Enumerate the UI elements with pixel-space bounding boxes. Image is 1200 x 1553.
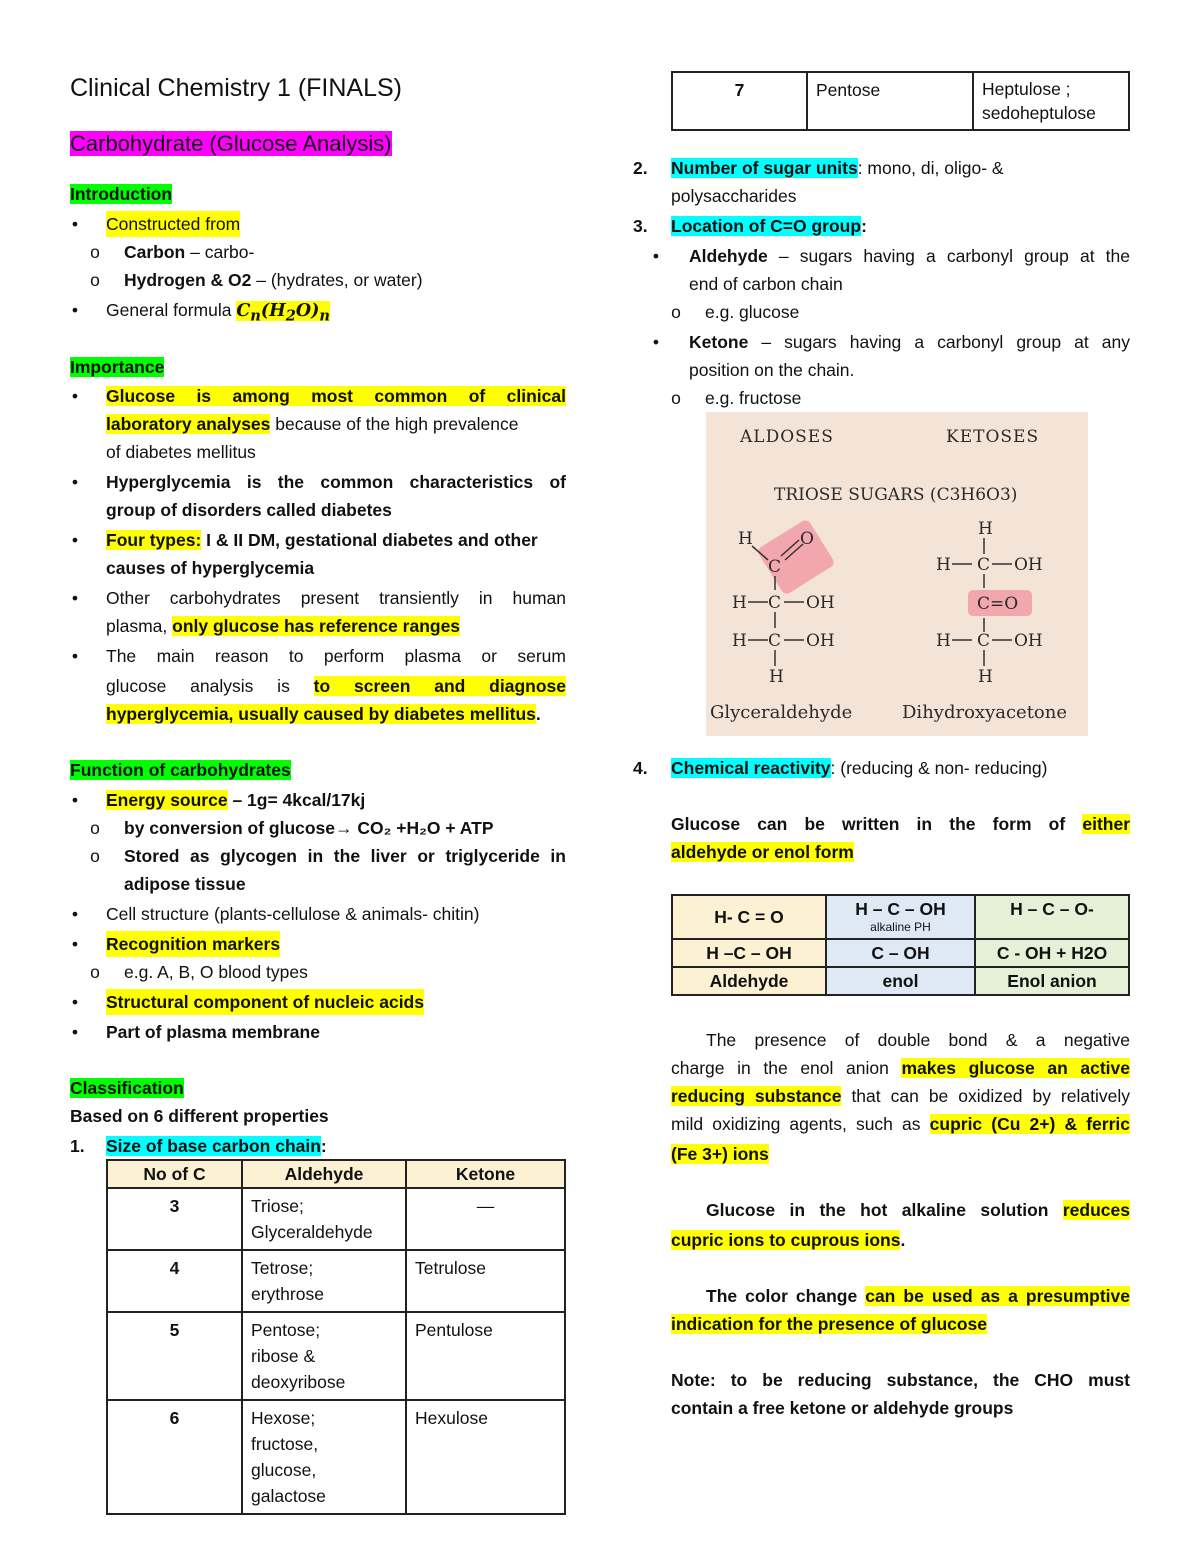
svg-text:C=O: C=O bbox=[977, 594, 1019, 614]
svg-text:H: H bbox=[732, 593, 747, 613]
triose-sugars-label: TRIOSE SUGARS (C3H6O3) bbox=[774, 485, 1018, 505]
page-subtitle: Carbohydrate (Glucose Analysis) bbox=[70, 131, 392, 156]
svg-text:C: C bbox=[768, 631, 782, 651]
classification-item-3: 3. Location of C=O group: bbox=[633, 216, 867, 236]
svg-text:O: O bbox=[800, 529, 814, 549]
table-row: Aldehyde enol Enol anion bbox=[672, 967, 1129, 995]
page-title: Clinical Chemistry 1 (FINALS) bbox=[70, 74, 403, 102]
svg-text:C: C bbox=[977, 555, 991, 575]
glyceraldehyde-structure bbox=[732, 518, 836, 687]
glyceraldehyde-label: Glyceraldehyde bbox=[710, 702, 853, 723]
glucose-form-table bbox=[671, 894, 1130, 996]
classification-based: Based on 6 different properties bbox=[70, 1106, 329, 1126]
table-row: 5 Pentose; ribose & deoxyribose Pentulose bbox=[107, 1312, 565, 1400]
table-row: 6 Hexose; fructose, glucose, galactose Hexulose bbox=[107, 1400, 565, 1514]
svg-text:OH: OH bbox=[1014, 555, 1043, 575]
carbon-chain-table-continued bbox=[671, 71, 1130, 131]
dihydroxyacetone-label: Dihydroxyacetone bbox=[902, 702, 1068, 723]
svg-text:OH: OH bbox=[1014, 631, 1043, 651]
classification-heading: Classification bbox=[70, 1078, 184, 1098]
triose-sugars-diagram bbox=[706, 412, 1088, 736]
classification-item-1: 1. Size of base carbon chain: bbox=[70, 1136, 327, 1156]
classification-item-4: 4. Chemical reactivity: (reducing & non- reducing) bbox=[633, 758, 1048, 778]
svg-text:H: H bbox=[936, 631, 951, 651]
function-heading: Function of carbohydrates bbox=[70, 760, 291, 780]
dihydroxyacetone-structure bbox=[936, 519, 1043, 687]
svg-text:H: H bbox=[978, 667, 993, 687]
table-row: H –C – OH C – OH C - OH + H2O bbox=[672, 939, 1129, 967]
svg-text:H: H bbox=[936, 555, 951, 575]
introduction-heading: Introduction bbox=[70, 184, 173, 204]
svg-text:OH: OH bbox=[806, 593, 835, 613]
table-row: H- C = O H – C – OH alkaline PH H – C – O- bbox=[672, 895, 1129, 939]
ketoses-label: KETOSES bbox=[946, 427, 1040, 447]
svg-text:H: H bbox=[738, 529, 753, 549]
svg-text:OH: OH bbox=[806, 631, 835, 651]
svg-text:H: H bbox=[732, 631, 747, 651]
triose-sugars-figure bbox=[706, 412, 1088, 736]
svg-text:C: C bbox=[768, 557, 782, 577]
svg-text:H: H bbox=[769, 667, 784, 687]
carbon-chain-table bbox=[106, 1159, 566, 1515]
table-row: 4 Tetrose; erythrose Tetrulose bbox=[107, 1250, 565, 1312]
aldoses-label: ALDOSES bbox=[740, 427, 834, 447]
svg-text:H: H bbox=[978, 519, 993, 539]
general-formula: $C_n(H_2O)_n$ bbox=[236, 301, 331, 325]
svg-text:C: C bbox=[768, 593, 782, 613]
table-row: 7 Pentose Heptulose ; sedoheptulose bbox=[672, 72, 1129, 130]
importance-heading: Importance bbox=[70, 357, 165, 377]
svg-text:C: C bbox=[977, 631, 991, 651]
table-header-row: No of C Aldehyde Ketone bbox=[107, 1160, 565, 1188]
table-row: 3 Triose; Glyceraldehyde — bbox=[107, 1188, 565, 1250]
